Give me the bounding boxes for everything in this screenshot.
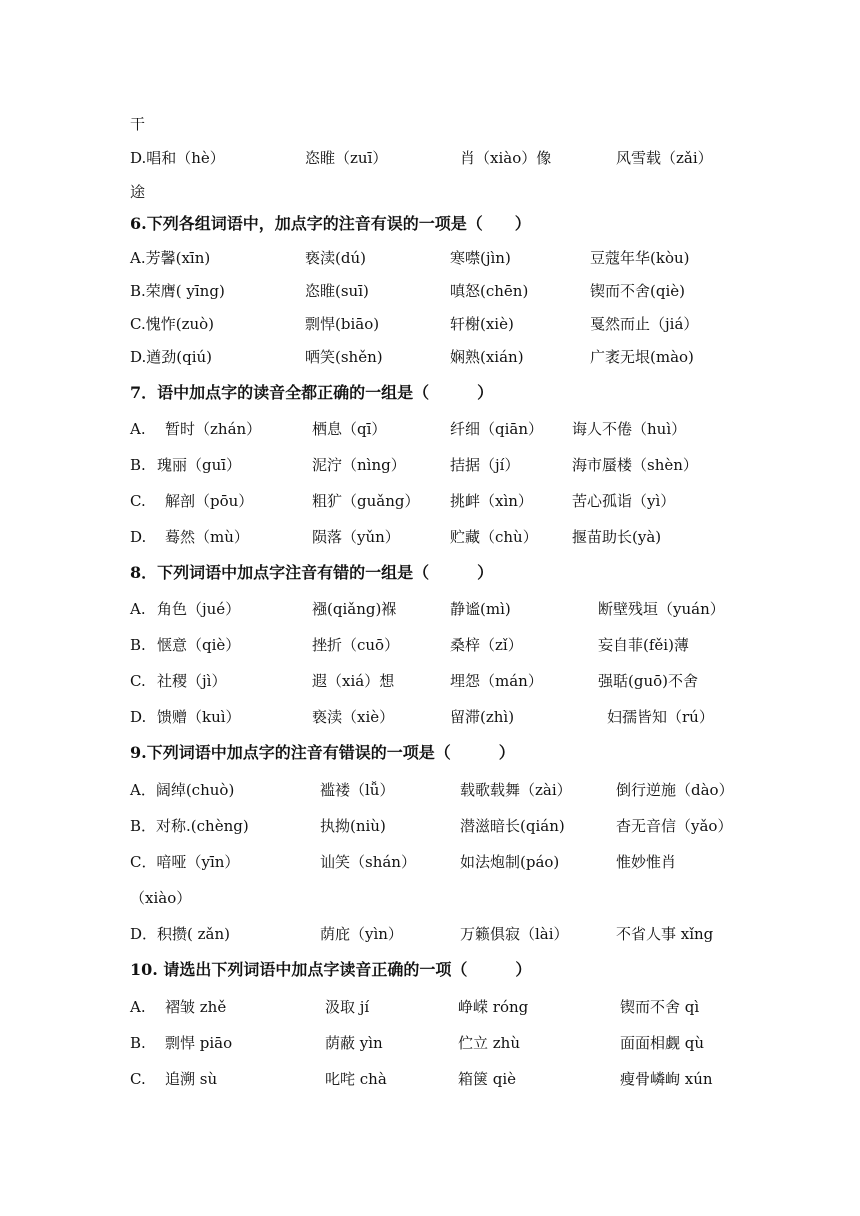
question-9-option-c-wrap: （xiào） <box>130 889 192 907</box>
question-10-option-c: C. 追溯 sù 叱咤 chà 箱箧 qiè 瘦骨嶙峋 xún <box>130 1070 713 1088</box>
question-8-option-a: A. 角色（jué） 襁(qiǎng)褓 静谧(mì) 断壁残垣（yuán） <box>130 600 725 618</box>
question-7-option-b: B. 瑰丽（guī） 泥泞（nìng） 拮据（jí） 海市蜃楼（shèn） <box>130 456 698 474</box>
question-10-stem: 10. 请选出下列词语中加点字读音正确的一项（ ） <box>130 960 532 979</box>
question-10-option-a: A. 褶皱 zhě 汲取 jí 峥嵘 róng 锲而不舍 qì <box>130 998 700 1016</box>
wrapped-fragment: 干 <box>130 115 146 133</box>
question-6-option-c: C.愧怍(zuò) 剽悍(biāo) 轩榭(xiè) 戛然而止（jiá） <box>130 315 699 333</box>
question-6-stem: 6.下列各组词语中，加点字的注音有误的一项是（ ） <box>130 214 531 233</box>
wrapped-fragment: 途 <box>130 183 146 201</box>
question-9-option-a: A．阔绰(chuò) 褴褛（lǚ） 载歌载舞（zài） 倒行逆施（dào） <box>130 781 734 799</box>
question-6-option-d: D.遒劲(qiú) 哂笑(shěn) 娴熟(xián) 广袤无垠(mào) <box>130 348 694 366</box>
question-10-option-b: B. 剽悍 piāo 荫蔽 yìn 伫立 zhù 面面相觑 qù <box>130 1034 705 1052</box>
question-7-option-a: A. 暂时（zhán） 栖息（qī） 纤细（qiān） 诲人不倦（huì） <box>130 420 687 438</box>
question-6-option-a: A.芳馨(xīn) 亵渎(dú) 寒噤(jìn) 豆蔻年华(kòu) <box>130 249 690 267</box>
question-7-option-d: D. 蓦然（mù） 陨落（yǔn） 贮藏（chù） 揠苗助长(yà) <box>130 528 662 546</box>
question-9-option-c: C．喑哑（yīn） 讪笑（shán） 如法炮制(páo) 惟妙惟肖 <box>130 853 677 871</box>
question-9-stem: 9.下列词语中加点字的注音有错误的一项是（ ） <box>130 743 515 762</box>
question-8-option-c: C. 社稷（jì） 遐（xiá）想 埋怨（mán） 强聒(guō)不舍 <box>130 672 698 690</box>
option-cell: 肖（xiào）像 <box>460 149 552 167</box>
option-line-5d <box>0 146 860 170</box>
option-cell: 恣睢（zuī） <box>305 149 388 167</box>
question-6-option-b: B.荣膺( yīng) 恣睢(suī) 嗔怒(chēn) 锲而不舍(qiè) <box>130 282 685 300</box>
question-8-stem: 8．下列词语中加点字注音有错的一组是（ ） <box>130 563 494 582</box>
question-7-option-c: C. 解剖（pōu） 粗犷（guǎng） 挑衅（xìn） 苦心孤诣（yì） <box>130 492 676 510</box>
text-line <box>0 112 860 136</box>
option-cell: D.唱和（hè） <box>130 149 225 167</box>
question-9-option-d: D．积攒( zǎn) 荫庇（yìn） 万籁俱寂（lài） 不省人事 xǐng <box>130 925 714 943</box>
option-cell: 风雪载（zǎi） <box>616 149 713 167</box>
question-8-option-d: D. 馈赠（kuì） 亵渎（xiè） 留滞(zhì) 妇孺皆知（rú） <box>130 708 714 726</box>
question-9-option-b: B．对称.(chèng) 执拗(niù) 潜滋暗长(qián) 杳无音信（yǎo） <box>130 817 733 835</box>
question-7-stem: 7．语中加点字的读音全都正确的一组是（ ） <box>130 383 494 402</box>
text-line <box>0 180 860 204</box>
question-8-option-b: B. 惬意（qiè） 挫折（cuō） 桑梓（zǐ） 妄自菲(fěi)薄 <box>130 636 689 654</box>
